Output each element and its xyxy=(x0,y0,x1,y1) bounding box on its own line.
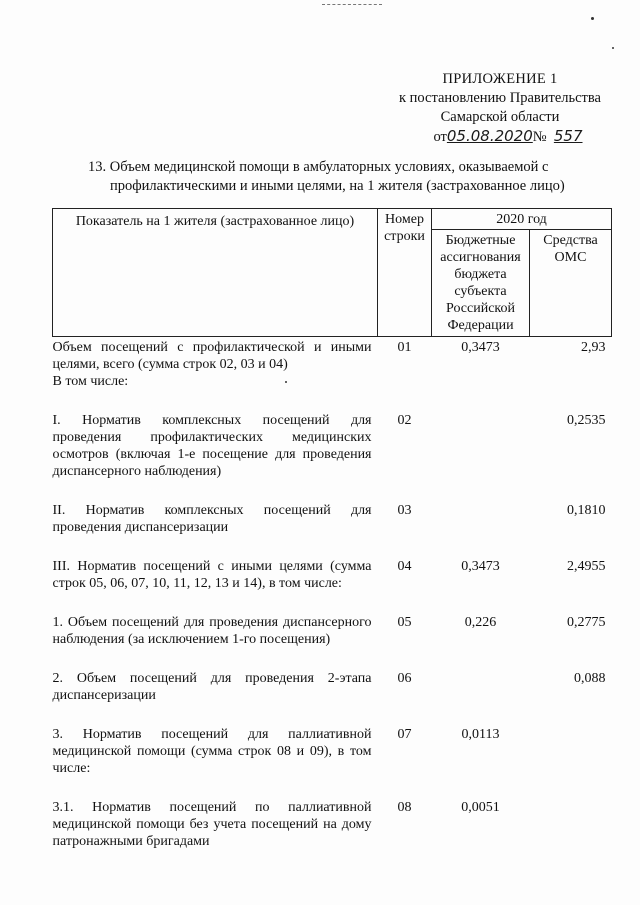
row-indicator: III. Норматив посещений с иными целями (сумма строк 05, 06, 07, 10, 11, 12, 13 и 14), в том числе: xyxy=(52,559,372,591)
row-number: 02 xyxy=(397,413,412,428)
scan-speck xyxy=(612,47,614,49)
row-oms-value: 2,93 xyxy=(581,340,606,355)
row-indicator: I. Норматив комплексных посещений для проведения профилактических медицинских осмотров (включая 1-е посещение для проведения диспансерного наблюдения) xyxy=(52,413,372,479)
scan-artifact-line xyxy=(322,4,382,5)
row-number: 01 xyxy=(397,340,412,355)
row-oms-value: 0,2775 xyxy=(567,615,606,630)
row-budget-value xyxy=(432,670,530,726)
row-oms-value xyxy=(530,726,612,799)
appendix-date-line xyxy=(388,127,628,147)
handwritten-date: 05.08.2020 xyxy=(446,127,533,145)
row-budget-value xyxy=(432,502,530,558)
row-oms-value: 0,2535 xyxy=(567,413,606,428)
row-number: 05 xyxy=(397,615,412,630)
table-row xyxy=(53,502,612,558)
row-indicator: 3.1. Норматив посещений по паллиативной медицинской помощи без учета посещений на дому патронажными бригадами xyxy=(52,800,372,849)
appendix-title: ПРИЛОЖЕНИЕ 1 xyxy=(442,71,558,87)
row-indicator: II. Норматив комплексных посещений для проведения диспансеризации xyxy=(52,503,372,535)
table-row xyxy=(53,412,612,502)
header-indicator: Показатель на 1 жителя (застрахованное лицо) xyxy=(53,209,378,337)
table-row xyxy=(53,614,612,670)
row-oms-value: 0,088 xyxy=(574,671,606,686)
table-row xyxy=(53,558,612,614)
row-number: 04 xyxy=(397,559,412,574)
row-budget-value: 0,3473 xyxy=(461,559,500,574)
row-number: 08 xyxy=(397,800,412,815)
row-budget-value: 0,0113 xyxy=(461,727,500,742)
volume-table xyxy=(52,208,612,872)
row-indicator-extra: В том числе: xyxy=(52,374,129,389)
header-budget: Бюджетные ассигнования бюджета субъекта Российской Федерации xyxy=(432,230,530,337)
row-indicator-cell xyxy=(53,337,378,413)
row-number: 03 xyxy=(397,503,412,518)
appendix-header xyxy=(380,70,620,147)
table-row xyxy=(53,337,612,413)
scan-speck xyxy=(591,17,594,20)
header-row-number: Номер строки xyxy=(378,209,432,337)
appendix-subtitle-line2: Самарской области xyxy=(440,109,560,125)
row-budget-value xyxy=(432,412,530,502)
number-prefix: № xyxy=(532,129,547,145)
row-budget-value: 0,3473 xyxy=(461,340,500,355)
section-title-line1: 13. Объем медицинской помощи в амбулаторных условиях, оказываемой с xyxy=(88,159,549,175)
date-prefix: от xyxy=(433,129,447,145)
row-oms-value: 0,1810 xyxy=(567,503,606,518)
row-number: 07 xyxy=(397,727,412,742)
row-budget-value: 0,226 xyxy=(464,615,497,630)
row-budget-value: 0,0051 xyxy=(461,800,500,815)
header-oms: Средства ОМС xyxy=(530,230,612,337)
appendix-subtitle-line1: к постановлению Правительства xyxy=(399,90,601,106)
row-indicator: Объем посещений с профилактической и иными целями, всего (сумма строк 02, 03 и 04) xyxy=(52,340,372,372)
row-indicator: 1. Объем посещений для проведения диспансерного наблюдения (за исключением 1-го посещения) xyxy=(52,615,372,647)
row-indicator: 3. Норматив посещений для паллиативной медицинской помощи (сумма строк 08 и 09), в том числе: xyxy=(52,727,372,776)
row-number: 06 xyxy=(397,671,412,686)
section-title xyxy=(88,158,608,196)
section-title-line2: профилактическими и иными целями, на 1 жителя (застрахованное лицо) xyxy=(110,178,565,194)
row-oms-value xyxy=(530,799,612,872)
handwritten-number: 557 xyxy=(553,127,583,145)
table-row xyxy=(53,799,612,872)
row-oms-value: 2,4955 xyxy=(567,559,606,574)
row-indicator: 2. Объем посещений для проведения 2-этапа диспансеризации xyxy=(52,671,372,703)
table-row xyxy=(53,726,612,799)
table-row xyxy=(53,670,612,726)
header-year: 2020 год xyxy=(432,209,612,230)
